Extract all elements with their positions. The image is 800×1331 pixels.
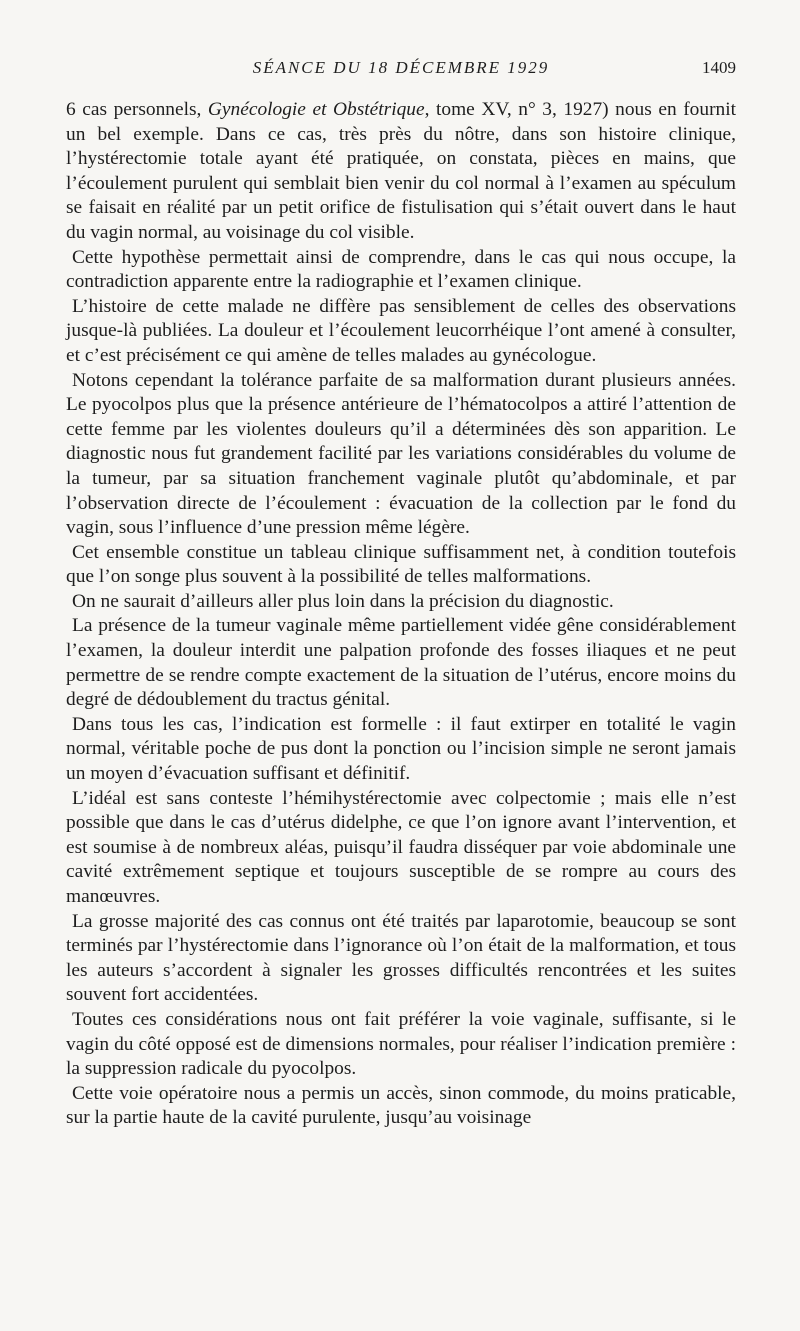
paragraph-text: 6 cas personnels, [66, 99, 208, 120]
paragraph: On ne saurait d’ailleurs aller plus loin dans la précision du diagnostic. [72, 590, 614, 612]
paragraph: Dans tous les cas, l’indication est formelle : il faut extirper en totalité le vagin normal, véritable poche de pus dont la ponction ou l’incision simple ne seront jamais un moyen d’évacuation suffisant et définitif. [66, 713, 736, 785]
paragraph-continued [66, 98, 736, 246]
running-header [66, 58, 736, 84]
running-title: SÉANCE DU 18 DÉCEMBRE 1929 [252, 58, 550, 77]
paragraph: Cette hypothèse permettait ainsi de comprendre, dans le cas qui nous occupe, la contradiction apparente entre la radiographie et l’examen clinique. [66, 246, 736, 293]
journal-title: Gynécologie et Obstétrique [207, 99, 425, 120]
paragraph: L’histoire de cette malade ne diffère pas sensiblement de celles des observations jusque-là publiées. La douleur et l’écoulement leucorrhéique l’ont amené à consulter, et c’est précisément ce qui amène de telles malades au gynécologue. [66, 295, 736, 366]
paragraph: La grosse majorité des cas connus ont été traités par laparotomie, beaucoup se sont terminés par l’hystérectomie dans l’ignorance où l’on était de la malformation, et tous les auteurs s’accordent à signaler les grosses difficultés rencontrées et les suites souvent fort accidentées. [66, 910, 736, 1006]
body-text [66, 98, 736, 1131]
paragraph: Cette voie opératoire nous a permis un accès, sinon commode, du moins praticable, sur la partie haute de la cavité purulente, jusqu’au voisinage [66, 1082, 736, 1129]
page-number: 1409 [702, 58, 736, 77]
paragraph: Toutes ces considérations nous ont fait préférer la voie vaginale, suffisante, si le vagin du côté opposé est de dimensions normales, pour réaliser l’indication première : la suppression radicale du pyocolpos. [66, 1008, 736, 1080]
paragraph: La présence de la tumeur vaginale même partiellement vidée gêne considérablement l’examen, la douleur interdit une palpation profonde des fosses iliaques et ne peut permettre de se rendre compte exactement de la situation de l’utérus, encore moins du degré de dédoublement du tractus génital. [66, 615, 736, 711]
paragraph: Cet ensemble constitue un tableau clinique suffisamment net, à condition toutefois que l’on songe plus souvent à la possibilité de telles malformations. [66, 541, 736, 588]
paragraph-text: , tome XV, n° 3, 1927) nous en fournit un bel exemple. Dans ce cas, très près du nôtre, dans son histoire clinique, l’hystérectomie totale ayant été pratiquée, on constata, pièces en mains, que l’écoulement purulent qui semblait bien venir du col normal à l’examen au spéculum se faisait en réalité par un petit orifice de fistulisation qui s’était ouvert dans le haut du vagin normal, au voisinage du col visible. [66, 99, 736, 243]
paragraph: Notons cependant la tolérance parfaite de sa malformation durant plusieurs années. Le pyocolpos plus que la présence antérieure de l’hématocolpos a attiré l’attention de cette femme par les violentes douleurs qu’il a déterminées dès son apparition. Le diagnostic nous fut grandement facilité par les variations considérables du volume de la tumeur, par sa situation franchement vaginale plutôt qu’abdominale, et par l’observation directe de l’écoulement : évacuation de la collection par le fond du vagin, sous l’influence d’une pression même légère. [66, 369, 736, 539]
paragraph: L’idéal est sans conteste l’hémihystérectomie avec colpectomie ; mais elle n’est possible que dans le cas d’utérus didelphe, ce que l’on ignore avant l’intervention, et est soumise à de nombreux aléas, puisqu’il faudra disséquer par voie abdominale une cavité extrêmement septique et toujours susceptible de se rompre au cours des manœuvres. [66, 787, 736, 907]
